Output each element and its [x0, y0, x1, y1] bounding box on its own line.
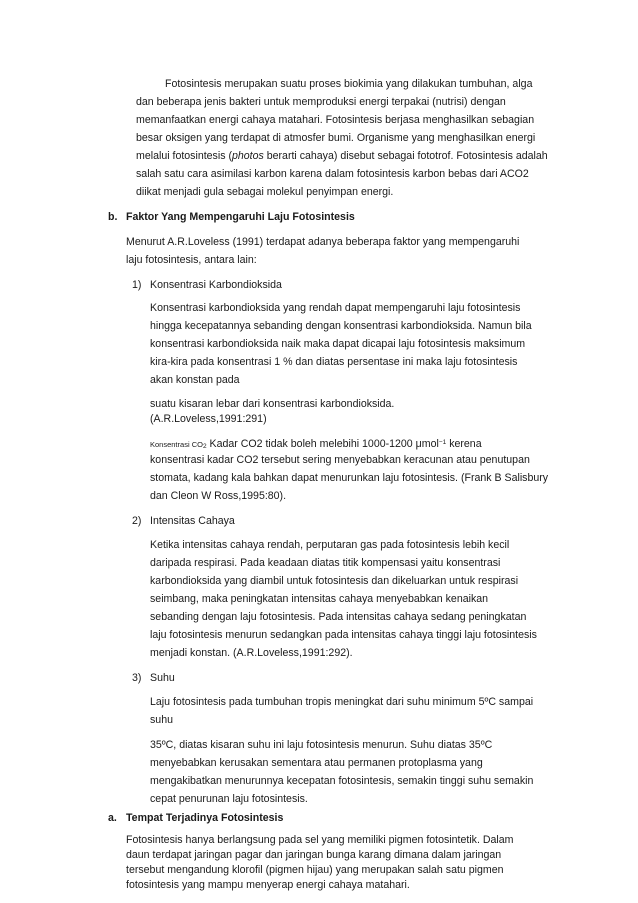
- item-2-para1-line: laju fotosintesis menurun sedangkan pada intensitas cahaya tinggi laju fotosintesis: [150, 629, 537, 641]
- item-2-para1-line: karbondioksida yang diambil untuk fotosintesis dan dikeluarkan untuk respirasi: [150, 575, 519, 587]
- section-a-line: tersebut mengandung klorofil (pigmen hijau) yang merupakan salah satu pigmen: [126, 864, 504, 876]
- item-3-para2-line: 35ºC, diatas kisaran suhu ini laju fotosintesis menurun. Suhu diatas 35ºC: [150, 739, 493, 751]
- section-b-intro-line: laju fotosintesis, antara lain:: [126, 254, 257, 266]
- item-2-para1-line: daripada respirasi. Pada keadaan diatas titik kompensasi yaitu konsentrasi: [150, 557, 501, 569]
- intro-line: Fotosintesis merupakan suatu proses biokimia yang dilakukan tumbuhan, alga: [165, 78, 533, 90]
- item-3-para1-line: suhu: [150, 714, 173, 726]
- item-2-para1-line: sebanding dengan laju fotosintesis. Pada intensitas cahaya sedang peningkatan: [150, 611, 527, 623]
- item-1-para3-line: stomata, kadang kala bahkan dapat menurunkan laju fotosintesis. (Frank B Salisbury: [150, 472, 549, 484]
- item-1-para1-line: Konsentrasi karbondioksida yang rendah dapat mempengaruhi laju fotosintesis: [150, 302, 521, 314]
- item-3-para2-line: mengakibatkan menurunnya kecepatan fotosintesis, semakin tinggi suhu semakin: [150, 775, 534, 787]
- item-2-para1-line: seimbang, maka peningkatan intensitas cahaya menyebabkan kenaikan: [150, 593, 489, 605]
- section-a-marker: a.: [108, 812, 117, 824]
- item-1-title: Konsentrasi Karbondioksida: [150, 279, 282, 291]
- item-2-title: Intensitas Cahaya: [150, 515, 235, 527]
- intro-line: besar oksigen yang terdapat di atmosfer bumi. Organisme yang menghasilkan energi: [136, 132, 536, 144]
- item-1-para1-line: hingga kecepatannya sebanding dengan konsentrasi karbondioksida. Namun bila: [150, 320, 532, 332]
- item-1-para3-text: Kadar CO2 tidak boleh melebihi 1000-1200 μmol: [206, 438, 439, 450]
- intro-text: berarti cahaya) disebut sebagai fototrof. Fotosintesis adalah: [263, 150, 548, 162]
- item-1-number: 1): [132, 279, 142, 291]
- item-1-para1-line: akan konstan pada: [150, 374, 240, 386]
- section-b-intro-line: Menurut A.R.Loveless (1991) terdapat adanya beberapa faktor yang mempengaruhi: [126, 236, 520, 248]
- item-2-number: 2): [132, 515, 142, 527]
- section-b-marker: b.: [108, 211, 118, 223]
- intro-line: diikat menjadi gula sebagai molekul penyimpan energi.: [136, 186, 394, 198]
- section-a-line: Fotosintesis hanya berlangsung pada sel yang memiliki pigmen fotosintetik. Dalam: [126, 834, 514, 846]
- item-1-para1-line: kira-kira pada konsentrasi 1 % dan diatas persentase ini maka laju fotosintesis: [150, 356, 518, 368]
- item-1-para3-line: konsentrasi kadar CO2 tersebut sering menyebabkan keracunan atau penutupan: [150, 454, 530, 466]
- item-1-para1-line: konsentrasi karbondioksida naik maka dapat dicapai laju fotosintesis maksimum: [150, 338, 526, 350]
- section-a-heading: Tempat Terjadinya Fotosintesis: [126, 812, 284, 824]
- intro-line: dan beberapa jenis bakteri untuk memproduksi energi terpakai (nutrisi) dengan: [136, 96, 506, 108]
- section-a-line: daun terdapat jaringan pagar dan jaringan bunga karang dimana dalam jaringan: [126, 849, 502, 861]
- item-1-para2-line: (A.R.Loveless,1991:291): [150, 413, 267, 425]
- intro-line: salah satu cara asimilasi karbon karena dalam fotosintesis karbon bebas dari ACO2: [136, 168, 529, 180]
- co2-label-subscript: 2: [202, 443, 207, 450]
- intro-line: [136, 150, 548, 163]
- section-a-line: fotosintesis yang mampu menyerap energi cahaya matahari.: [126, 879, 410, 891]
- item-1-para3-line: [150, 436, 482, 453]
- co2-label: Konsentrasi CO: [150, 440, 203, 449]
- item-3-title: Suhu: [150, 672, 175, 684]
- intro-italic: photos: [231, 150, 264, 162]
- item-2-para1-line: menjadi konstan. (A.R.Loveless,1991:292).: [150, 647, 353, 659]
- item-1-para3-text: kerena: [446, 438, 482, 450]
- item-3-para2-line: cepat penurunan laju fotosintesis.: [150, 793, 308, 805]
- intro-line: memanfaatkan energi cahaya matahari. Fotosintesis berjasa menghasilkan sebagian: [136, 114, 535, 126]
- section-b-heading: Faktor Yang Mempengaruhi Laju Fotosintesis: [126, 211, 355, 223]
- item-1-para2-line: suatu kisaran lebar dari konsentrasi karbondioksida.: [150, 398, 395, 410]
- item-3-number: 3): [132, 672, 142, 684]
- intro-text: melalui fotosintesis (: [136, 150, 232, 162]
- item-3-para1-line: Laju fotosintesis pada tumbuhan tropis meningkat dari suhu minimum 5ºC sampai: [150, 696, 534, 708]
- unit-superscript: −1: [438, 439, 447, 446]
- item-1-para3-line: dan Cleon W Ross,1995:80).: [150, 490, 287, 502]
- item-3-para2-line: menyebabkan kerusakan sementara atau permanen protoplasma yang: [150, 757, 483, 769]
- item-2-para1-line: Ketika intensitas cahaya rendah, perputaran gas pada fotosintesis lebih kecil: [150, 539, 510, 551]
